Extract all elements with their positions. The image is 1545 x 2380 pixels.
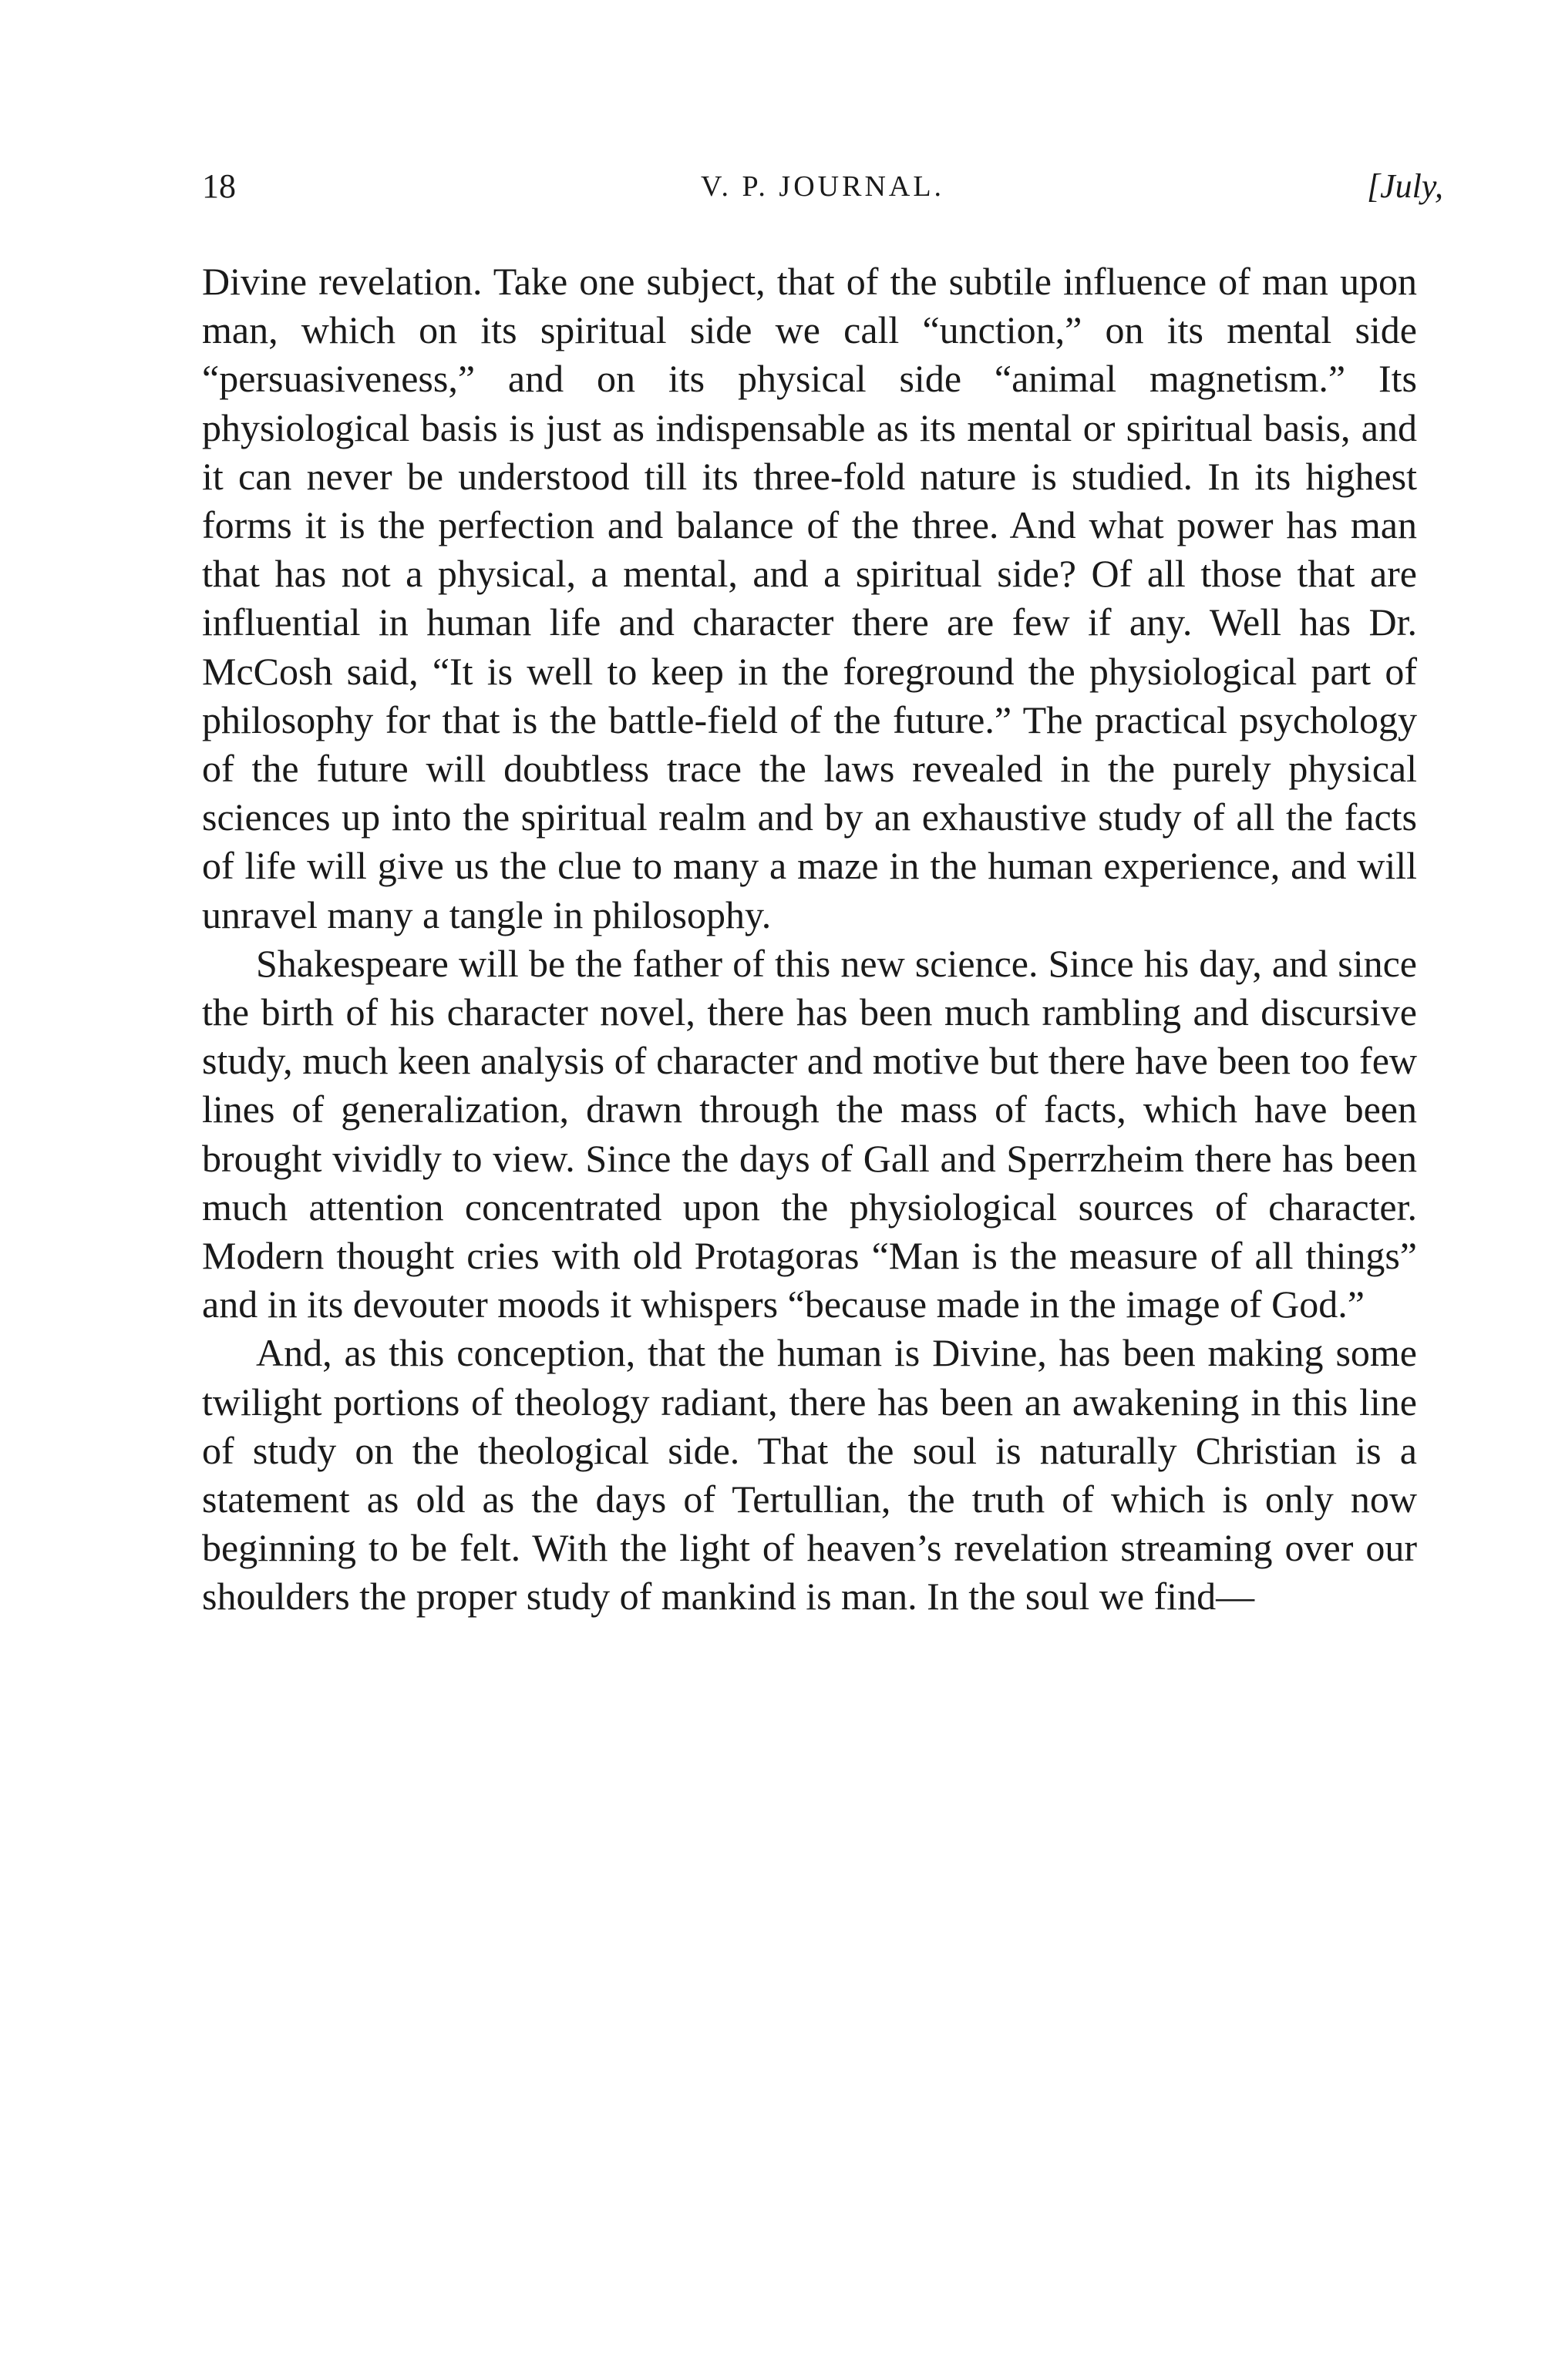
running-title: V. P. JOURNAL. — [700, 170, 945, 203]
section-date: [July, — [1367, 167, 1443, 205]
paragraph-3: And, as this conception, that the human is Divine, has been making some twilight portions of theology radiant, there has been an awakening in this line of study on the theological side. That the soul is naturally Christian is a statement as old as the days of Tertullian, the truth of which is only now beginning to be felt. With the light of heaven’s revelation streaming over our shoulders the proper study of mankind is man. In the soul we find— — [202, 1331, 1417, 1619]
paragraph-2: Shakespeare will be the father of this new science. Since his day, and since the birth of his character novel, there has been much rambling and discursive study, much keen analysis of character and motive but there have been too few lines of generalization, drawn through the mass of facts, which have been brought vividly to view. Since the days of Gall and Sperrzheim there has been much attention concentrated upon the physiological sources of character. Modern thought cries with old Protagoras “Man is the measure of all things” and in its devouter moods it whispers “because made in the image of God.” — [202, 941, 1417, 1326]
article-body — [202, 257, 1417, 1622]
paragraph-1: Divine revelation. Take one subject, that of the subtile influence of man upon man, which on its spiritual side we call “unction,” on its mental side “persuasiveness,” and on its physical side “animal magnetism.” Its physiological basis is just as indispensable as its mental or spiritual basis, and it can never be understood till its three-fold nature is studied. In its highest forms it is the perfection and balance of the three. And what power has man that has not a physical, a mental, and a spiritual side? Of all those that are influential in human life and character there are few if any. Well has Dr. McCosh said, “It is well to keep in the foreground the physiological part of philosophy for that is the battle-field of the future.” The practical psychology of the future will doubtless trace the laws revealed in the purely physical sciences up into the spiritual realm and by an exhaustive study of all the facts of life will give us the clue to many a maze in the human experience, and will unravel many a tangle in philosophy. — [202, 260, 1417, 936]
page-number: 18 — [202, 167, 236, 205]
page-header — [202, 163, 1443, 210]
